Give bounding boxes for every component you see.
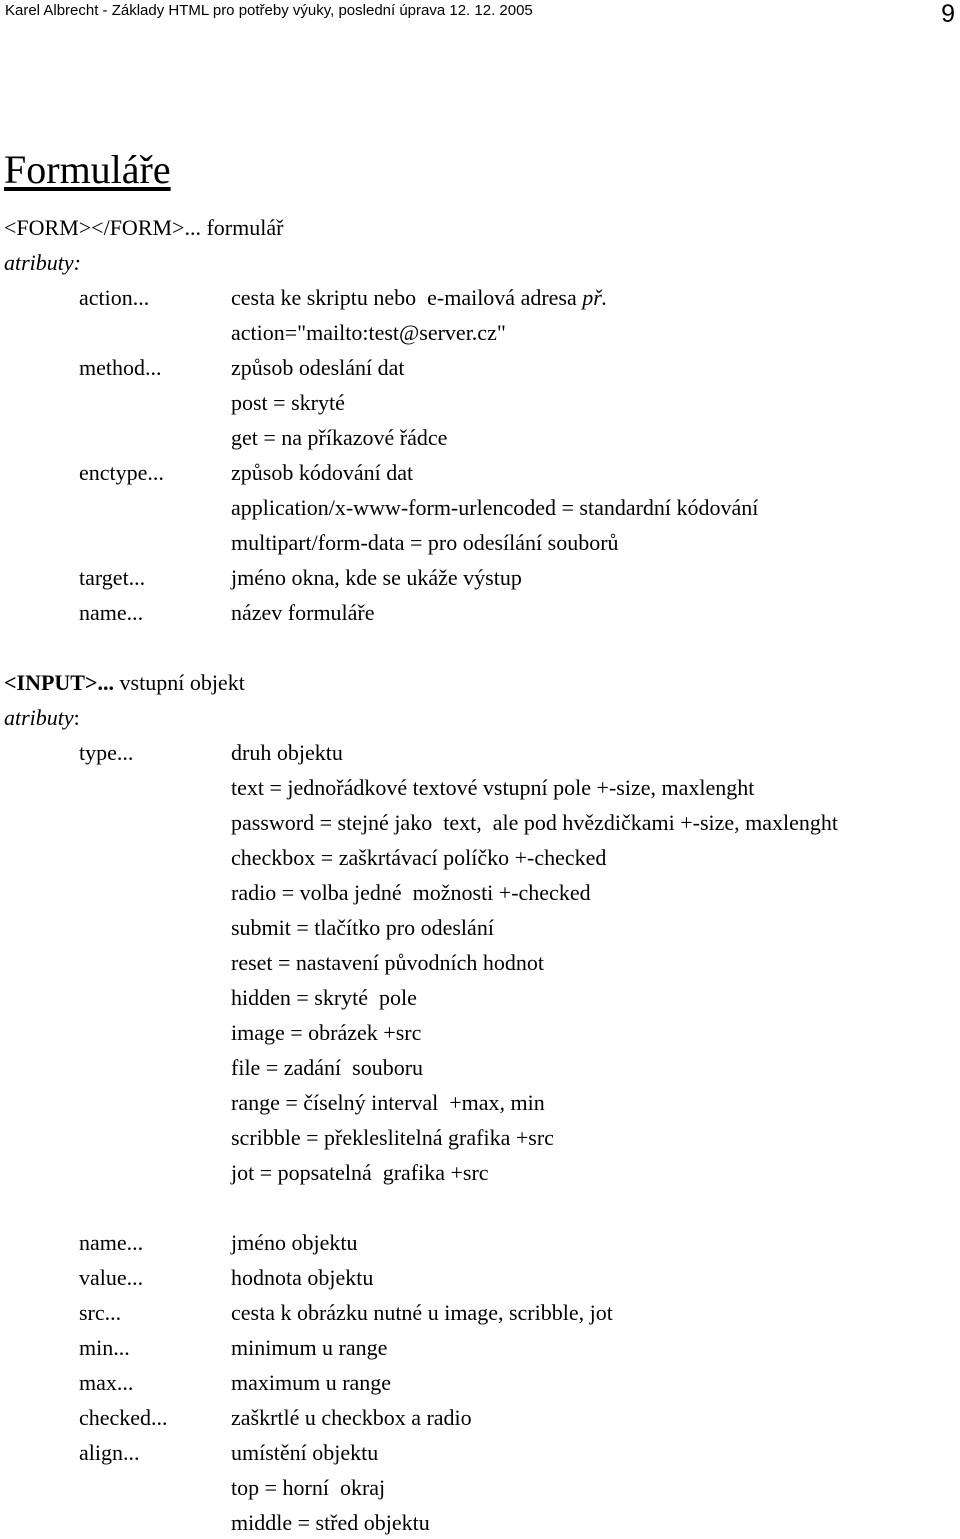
form-attr-desc: post = skryté xyxy=(231,390,345,415)
input-type-desc: scribble = překleslitelná grafika +src xyxy=(231,1125,554,1150)
form-attr-desc: application/x-www-form-urlencoded = standardní kódování xyxy=(231,495,759,520)
input-attributes-label xyxy=(4,703,80,733)
form-attr-term: enctype... xyxy=(79,460,164,485)
input-attr-term: name... xyxy=(79,1230,144,1255)
form-attr-desc-text: cesta ke skriptu nebo e-mailová adresa xyxy=(231,285,583,310)
page-header xyxy=(5,0,955,34)
form-attr-desc: způsob kódování dat xyxy=(231,460,414,485)
input-attr-term: align... xyxy=(79,1440,140,1465)
form-attr-desc-italic: př. xyxy=(582,285,608,310)
input-type-desc: druh objektu xyxy=(231,740,343,765)
section-title: Formuláře xyxy=(4,147,171,192)
form-attr-desc: způsob odeslání dat xyxy=(231,355,405,380)
align-value: middle = střed objektu xyxy=(231,1510,430,1535)
form-attr-term: method... xyxy=(79,355,162,380)
input-type-desc: file = zadání souboru xyxy=(231,1055,424,1080)
input-type-desc: submit = tlačítko pro odeslání xyxy=(231,915,494,940)
form-attributes-label: atributy: xyxy=(4,250,81,275)
input-type-desc: jot = popsatelná grafika +src xyxy=(231,1160,489,1185)
form-attr-term: name... xyxy=(79,600,144,625)
input-type-term: type... xyxy=(79,740,134,765)
input-type-desc: reset = nastavení původních hodnot xyxy=(231,950,545,975)
input-type-desc: range = číselný interval +max, min xyxy=(231,1090,545,1115)
input-attr-term: value... xyxy=(79,1265,144,1290)
input-attr-term: max... xyxy=(79,1370,134,1395)
input-attributes-word: atributy xyxy=(4,705,74,730)
input-type-desc: radio = volba jedné možnosti +-checked xyxy=(231,880,591,905)
input-attr-desc: minimum u range xyxy=(231,1335,388,1360)
form-attr-desc: get = na příkazové řádce xyxy=(231,425,448,450)
input-attributes-colon: : xyxy=(73,705,80,730)
input-type-desc: checkbox = zaškrtávací políčko +-checked xyxy=(231,845,607,870)
align-value: top = horní okraj xyxy=(231,1475,386,1500)
input-type-desc: password = stejné jako text, ale pod hvězdičkami +-size, maxlenght xyxy=(231,810,839,835)
input-attr-desc: jméno objektu xyxy=(231,1230,358,1255)
input-attr-desc: maximum u range xyxy=(231,1370,392,1395)
form-attr-term: target... xyxy=(79,565,146,590)
form-attr-desc: action="mailto:test@server.cz" xyxy=(231,320,506,345)
form-attr-desc: jméno okna, kde se ukáže výstup xyxy=(231,565,522,590)
input-type-desc: hidden = skryté pole xyxy=(231,985,417,1010)
input-tag-desc: vstupní objekt xyxy=(114,670,245,695)
form-attr-desc: multipart/form-data = pro odesílání souborů xyxy=(231,530,619,555)
input-attr-term: checked... xyxy=(79,1405,168,1430)
input-attr-term: min... xyxy=(79,1335,130,1360)
header-title: Karel Albrecht - Základy HTML pro potřeby výuky, poslední úprava 12. 12. 2005 xyxy=(5,2,533,19)
input-tag: <INPUT>... xyxy=(4,670,115,695)
input-attr-term: src... xyxy=(79,1300,122,1325)
form-attr-desc xyxy=(231,283,607,313)
form-attr-term: action... xyxy=(79,285,150,310)
page-number: 9 xyxy=(941,0,955,28)
input-type-desc: image = obrázek +src xyxy=(231,1020,422,1045)
input-attr-desc: zaškrtlé u checkbox a radio xyxy=(231,1405,472,1430)
input-attr-desc: cesta k obrázku nutné u image, scribble, jot xyxy=(231,1300,613,1325)
input-attr-desc: hodnota objektu xyxy=(231,1265,374,1290)
form-attr-desc: název formuláře xyxy=(231,600,375,625)
input-type-desc: text = jednořádkové textové vstupní pole +-size, maxlenght xyxy=(231,775,755,800)
form-tag-line: <FORM></FORM>... formulář xyxy=(4,215,284,240)
input-tag-line xyxy=(4,668,245,698)
input-attr-desc: umístění objektu xyxy=(231,1440,379,1465)
